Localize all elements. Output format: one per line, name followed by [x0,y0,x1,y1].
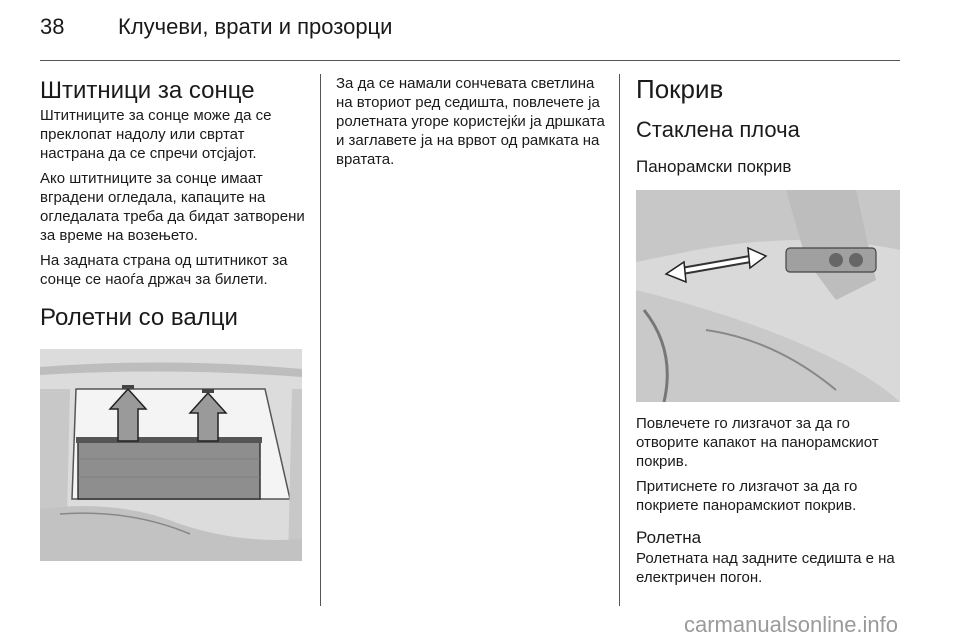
heading-sun-visors: Штитници за сонце [40,77,255,104]
paragraph-roller-blind-instruction: За да се намали сончевата светлина на вториот ред седишта, повлечете ја ролетната угоре користејќи ја дршката и заглавете ја на врвот од рамката на вратата. [336,75,605,168]
paragraph-sun-visors-3: На задната страна од штитникот за сонце се наоѓа држач за билети. [40,252,288,288]
heading-panoramic-roof: Панорамски покрив [636,157,792,176]
column-2 [336,72,610,169]
page-title: Клучеви, врати и прозорци [118,14,393,39]
header-rule [40,60,900,61]
heading-roof: Покрив [636,74,724,104]
roller-blind-image [40,349,302,561]
heading-roller-blinds: Ролетни со валци [40,304,238,331]
watermark: carmanualsonline.info [684,612,899,637]
heading-rear-blind: Ролетна [636,528,702,547]
column-1 [40,72,306,561]
column-divider-2 [619,74,620,606]
column-3 [636,72,902,587]
panoramic-roof-image [636,190,900,402]
paragraph-rear-blind: Ролетната над задните седишта е на електричен погон. [636,550,895,586]
paragraph-sun-visors-1: Штитниците за сонце може да се преклопат надолу или свртат настрана да се спречи отсјајот. [40,107,272,162]
paragraph-roof-close: Притиснете го лизгачот за да го покриете панорамскиот покрив. [636,478,858,514]
paragraph-roof-open: Повлечете го лизгачот за да го отворите капакот на панорамскиот покрив. [636,415,879,470]
paragraph-sun-visors-2: Ако штитниците за сонце имаат вградени огледала, капаците на огледалата треба да бидат затворени за време на возењето. [40,170,305,244]
column-divider-1 [320,74,321,606]
heading-glass-panel: Стаклена плоча [636,117,800,142]
page-number: 38 [40,14,65,39]
